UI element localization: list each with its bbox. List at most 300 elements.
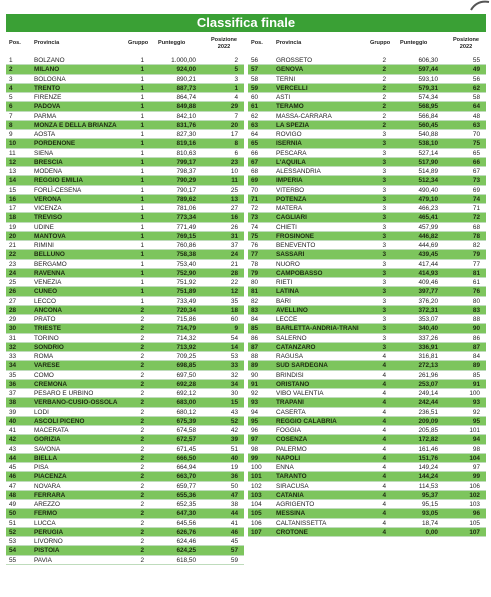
score-cell: 769,15	[176, 232, 196, 240]
rows-left	[6, 56, 244, 565]
position-2022-cell: 13	[230, 195, 238, 203]
position-2022-cell: 8	[234, 140, 238, 148]
province-cell: PERUGIA	[34, 528, 64, 536]
province-cell: MONZA E DELLA BRIANZA	[34, 121, 117, 129]
group-cell: 3	[382, 316, 386, 323]
position-2022-cell: 56	[472, 75, 480, 83]
score-cell: 624,25	[176, 547, 196, 555]
score-cell: 376,20	[418, 297, 438, 305]
score-cell: 444,69	[418, 242, 438, 249]
table-row	[6, 213, 244, 222]
group-cell: 3	[382, 288, 386, 296]
rank-cell: 74	[251, 223, 259, 231]
group-cell: 1	[140, 297, 144, 305]
province-cell: MANTOVA	[34, 232, 66, 240]
ranking-column-right	[248, 36, 486, 537]
group-cell: 1	[140, 251, 144, 259]
table-row	[248, 102, 486, 111]
position-2022-cell: 72	[472, 214, 480, 222]
score-cell: 538,10	[418, 140, 438, 148]
table-row	[6, 371, 244, 380]
province-cell: GENOVA	[276, 66, 304, 74]
score-cell: 568,95	[418, 103, 438, 111]
score-cell: 709,25	[176, 353, 196, 360]
table-row	[6, 241, 244, 250]
group-cell: 4	[382, 427, 386, 434]
position-2022-cell: 104	[469, 454, 480, 462]
score-cell: 864,74	[176, 94, 196, 101]
table-row	[6, 186, 244, 195]
group-cell: 3	[382, 140, 386, 148]
group-cell: 4	[382, 528, 386, 536]
header-posizione-2022: Posizione 2022	[452, 37, 480, 50]
table-row	[248, 65, 486, 74]
province-cell: RIMINI	[34, 242, 54, 249]
group-cell: 1	[140, 195, 144, 203]
group-cell: 4	[382, 380, 386, 388]
position-2022-cell: 52	[230, 417, 238, 425]
group-cell: 3	[382, 214, 386, 222]
province-cell: MILANO	[34, 66, 60, 74]
rank-cell: 48	[9, 491, 17, 499]
position-2022-cell: 67	[472, 168, 480, 175]
position-2022-cell: 101	[469, 427, 480, 434]
group-cell: 2	[140, 408, 144, 416]
position-2022-cell: 17	[230, 131, 238, 138]
rank-cell: 7	[9, 112, 13, 120]
table-row	[6, 417, 244, 426]
table-row	[6, 223, 244, 232]
province-cell: MACERATA	[34, 427, 69, 434]
header-provincia: Provincia	[34, 40, 60, 46]
table-row	[248, 75, 486, 84]
province-cell: ROVIGO	[276, 131, 302, 138]
table-row	[248, 528, 486, 537]
province-cell: BENEVENTO	[276, 242, 316, 249]
table-row	[248, 241, 486, 250]
group-cell: 2	[140, 519, 144, 527]
rank-cell: 80	[251, 279, 259, 286]
rank-cell: 59	[251, 84, 259, 92]
group-cell: 1	[140, 242, 144, 249]
score-cell: 149,24	[418, 464, 438, 471]
province-cell: GROSSETO	[276, 57, 313, 64]
table-row	[248, 213, 486, 222]
group-cell: 3	[382, 149, 386, 157]
group-cell: 2	[140, 399, 144, 407]
table-row	[6, 361, 244, 370]
rank-cell: 85	[251, 325, 259, 333]
table-row	[6, 556, 244, 565]
rank-cell: 49	[9, 501, 17, 508]
province-cell: COSENZA	[276, 436, 308, 444]
score-cell: 579,31	[418, 84, 438, 92]
position-2022-cell: 64	[472, 103, 480, 111]
position-2022-cell: 71	[472, 205, 480, 212]
position-2022-cell: 94	[472, 436, 480, 444]
corner-logo-icon	[469, 0, 491, 12]
rank-cell: 63	[251, 121, 259, 129]
rank-cell: 99	[251, 454, 259, 462]
province-cell: NAPOLI	[276, 454, 301, 462]
group-cell: 1	[140, 66, 144, 74]
group-cell: 3	[382, 242, 386, 249]
score-cell: 652,35	[176, 501, 196, 508]
table-row	[248, 130, 486, 139]
table-row	[6, 112, 244, 121]
rank-cell: 22	[9, 251, 17, 259]
table-row	[6, 204, 244, 213]
rank-cell: 10	[9, 140, 17, 148]
province-cell: REGGIO CALABRIA	[276, 417, 337, 425]
province-cell: LODI	[34, 408, 49, 416]
score-cell: 733,49	[176, 297, 196, 305]
position-2022-cell: 60	[230, 316, 238, 323]
table-row	[248, 250, 486, 259]
score-cell: 887,73	[176, 84, 196, 92]
rank-cell: 76	[251, 242, 259, 249]
score-cell: 606,30	[418, 57, 438, 64]
province-cell: FOGGIA	[276, 427, 301, 434]
group-cell: 3	[382, 260, 386, 268]
position-2022-cell: 87	[472, 343, 480, 351]
province-cell: NOVARA	[34, 482, 61, 490]
rank-cell: 35	[9, 371, 17, 379]
score-cell: 0,00	[425, 528, 438, 536]
rank-cell: 26	[9, 288, 17, 296]
group-cell: 1	[140, 121, 144, 129]
group-cell: 1	[140, 269, 144, 277]
rank-cell: 79	[251, 269, 259, 277]
score-cell: 372,31	[418, 306, 438, 314]
rank-cell: 38	[9, 399, 17, 407]
rows-right	[248, 56, 486, 537]
table-row	[6, 75, 244, 84]
score-cell: 336,91	[418, 343, 438, 351]
group-cell: 3	[382, 306, 386, 314]
position-2022-cell: 61	[472, 279, 480, 286]
score-cell: 789,62	[176, 195, 196, 203]
rank-cell: 98	[251, 445, 259, 453]
rank-cell: 69	[251, 177, 259, 185]
position-2022-cell: 82	[472, 242, 480, 249]
table-row	[248, 176, 486, 185]
province-cell: BARLETTA-ANDRIA-TRANI	[276, 325, 359, 333]
score-cell: 645,56	[176, 519, 196, 527]
score-cell: 692,28	[176, 380, 196, 388]
table-row	[6, 56, 244, 65]
score-cell: 659,77	[176, 482, 196, 490]
table-row	[6, 509, 244, 518]
table-row	[248, 112, 486, 121]
position-2022-cell: 25	[230, 186, 238, 194]
group-cell: 4	[382, 519, 386, 527]
province-cell: TERNI	[276, 75, 296, 83]
rank-cell: 73	[251, 214, 259, 222]
table-row	[248, 334, 486, 343]
group-cell: 4	[382, 353, 386, 360]
position-2022-cell: 5	[234, 66, 238, 74]
rank-cell: 60	[251, 94, 259, 101]
rank-cell: 72	[251, 205, 259, 212]
position-2022-cell: 30	[230, 390, 238, 397]
position-2022-cell: 102	[469, 491, 480, 499]
position-2022-cell: 65	[472, 149, 480, 157]
table-row	[248, 491, 486, 500]
rank-cell: 58	[251, 75, 259, 83]
score-cell: 340,40	[418, 325, 438, 333]
province-cell: PISA	[34, 464, 49, 471]
table-row	[248, 343, 486, 352]
position-2022-cell: 66	[472, 158, 480, 166]
position-2022-cell: 58	[472, 94, 480, 101]
rank-cell: 87	[251, 343, 259, 351]
group-cell: 2	[382, 84, 386, 92]
position-2022-cell: 75	[472, 140, 480, 148]
province-cell: COMO	[34, 371, 54, 379]
rank-cell: 92	[251, 390, 259, 397]
province-cell: CUNEO	[34, 288, 58, 296]
position-2022-cell: 54	[230, 334, 238, 342]
table-row	[6, 158, 244, 167]
score-cell: 95,15	[422, 501, 438, 508]
position-2022-cell: 26	[230, 223, 238, 231]
group-cell: 3	[382, 297, 386, 305]
group-cell: 1	[140, 214, 144, 222]
province-cell: NUORO	[276, 260, 300, 268]
position-2022-cell: 49	[472, 66, 480, 74]
rank-cell: 93	[251, 399, 259, 407]
score-cell: 781,06	[176, 205, 196, 212]
position-2022-cell: 78	[472, 232, 480, 240]
score-cell: 272,13	[418, 362, 438, 370]
table-row	[6, 482, 244, 491]
group-cell: 3	[382, 279, 386, 286]
rank-cell: 13	[9, 168, 17, 175]
province-cell: RAVENNA	[34, 269, 66, 277]
position-2022-cell: 103	[469, 501, 480, 508]
rank-cell: 18	[9, 214, 17, 222]
rank-cell: 54	[9, 547, 17, 555]
province-cell: MESSINA	[276, 510, 306, 518]
province-cell: SONDRIO	[34, 343, 64, 351]
group-cell: 1	[140, 205, 144, 212]
group-cell: 1	[140, 186, 144, 194]
province-cell: ALESSANDRIA	[276, 168, 321, 175]
score-cell: 753,40	[176, 260, 196, 268]
province-cell: LECCO	[34, 297, 57, 305]
province-cell: VIBO VALENTIA	[276, 390, 324, 397]
rank-cell: 28	[9, 306, 17, 314]
province-cell: VICENZA	[34, 205, 62, 212]
rank-cell: 105	[251, 510, 262, 518]
group-cell: 1	[140, 149, 144, 157]
rank-cell: 88	[251, 353, 259, 360]
rank-cell: 84	[251, 316, 259, 323]
table-row	[6, 232, 244, 241]
province-cell: PAVIA	[34, 556, 52, 564]
header-provincia: Provincia	[276, 40, 302, 46]
table-row	[6, 65, 244, 74]
province-cell: AGRIGENTO	[276, 501, 315, 508]
ranking-column-left	[6, 36, 244, 565]
position-2022-cell: 1	[234, 84, 238, 92]
score-cell: 674,58	[176, 427, 196, 434]
position-2022-cell: 89	[472, 362, 480, 370]
table-row	[6, 287, 244, 296]
score-cell: 655,36	[176, 491, 196, 499]
rank-cell: 90	[251, 371, 259, 379]
position-2022-cell: 36	[230, 473, 238, 481]
header-pos: Pos.	[9, 40, 21, 46]
province-cell: BRINDISI	[276, 371, 304, 379]
position-2022-cell: 18	[230, 306, 238, 314]
score-cell: 819,16	[176, 140, 196, 148]
group-cell: 2	[382, 66, 386, 74]
position-2022-cell: 91	[472, 380, 480, 388]
score-cell: 683,00	[176, 399, 196, 407]
group-cell: 3	[382, 205, 386, 212]
province-cell: ORISTANO	[276, 380, 310, 388]
rank-cell: 14	[9, 177, 17, 185]
group-cell: 2	[140, 334, 144, 342]
province-cell: PISTOIA	[34, 547, 60, 555]
rank-cell: 107	[251, 528, 262, 536]
province-cell: TRIESTE	[34, 325, 61, 333]
rank-cell: 44	[9, 454, 17, 462]
table-row	[6, 334, 244, 343]
rank-cell: 19	[9, 223, 17, 231]
rank-cell: 94	[251, 408, 259, 416]
score-cell: 566,84	[418, 112, 438, 120]
table-row	[6, 121, 244, 130]
score-cell: 752,90	[176, 269, 196, 277]
rank-cell: 82	[251, 297, 259, 305]
province-cell: LATINA	[276, 288, 299, 296]
score-cell: 479,10	[418, 195, 438, 203]
position-2022-cell: 23	[230, 158, 238, 166]
province-cell: ISERNIA	[276, 140, 302, 148]
score-cell: 751,89	[176, 288, 196, 296]
score-cell: 597,44	[418, 66, 438, 74]
group-cell: 3	[382, 158, 386, 166]
score-cell: 626,76	[176, 528, 196, 536]
table-row	[6, 195, 244, 204]
group-cell: 1	[140, 94, 144, 101]
province-cell: CHIETI	[276, 223, 297, 231]
rank-cell: 62	[251, 112, 259, 120]
group-cell: 3	[382, 325, 386, 333]
table-row	[248, 287, 486, 296]
position-2022-cell: 21	[230, 260, 238, 268]
province-cell: RAGUSA	[276, 353, 303, 360]
province-cell: CROTONE	[276, 528, 308, 536]
group-cell: 2	[382, 94, 386, 101]
rank-cell: 68	[251, 168, 259, 175]
score-cell: 409,46	[418, 279, 438, 286]
position-2022-cell: 90	[472, 325, 480, 333]
rank-cell: 24	[9, 269, 17, 277]
province-cell: TRAPANI	[276, 399, 304, 407]
position-2022-cell: 44	[230, 510, 238, 518]
group-cell: 4	[382, 473, 386, 481]
group-cell: 4	[382, 399, 386, 407]
group-cell: 1	[140, 140, 144, 148]
table-row	[248, 389, 486, 398]
rank-cell: 46	[9, 473, 17, 481]
group-cell: 2	[140, 316, 144, 323]
score-cell: 560,45	[418, 121, 438, 129]
table-row	[248, 398, 486, 407]
score-cell: 831,76	[176, 121, 196, 129]
score-cell: 490,40	[418, 186, 438, 194]
column-header	[248, 36, 486, 56]
rank-cell: 64	[251, 131, 259, 138]
province-cell: FERMO	[34, 510, 58, 518]
rank-cell: 103	[251, 491, 262, 499]
group-cell: 1	[140, 75, 144, 83]
province-cell: FROSINONE	[276, 232, 314, 240]
score-cell: 353,07	[418, 316, 438, 323]
group-cell: 2	[140, 362, 144, 370]
table-row	[248, 306, 486, 315]
group-cell: 2	[140, 325, 144, 333]
score-cell: 457,99	[418, 223, 438, 231]
group-cell: 1	[140, 232, 144, 240]
rank-cell: 95	[251, 417, 259, 425]
group-cell: 1	[140, 112, 144, 120]
position-2022-cell: 81	[472, 269, 480, 277]
position-2022-cell: 31	[230, 232, 238, 240]
score-cell: 151,76	[418, 454, 438, 462]
table-row	[6, 537, 244, 546]
position-2022-cell: 37	[230, 242, 238, 249]
score-cell: 249,14	[418, 390, 438, 397]
table-row	[6, 463, 244, 472]
rank-cell: 33	[9, 353, 17, 360]
header-punteggio: Punteggio	[400, 40, 428, 46]
province-cell: VARESE	[34, 362, 60, 370]
position-2022-cell: 47	[230, 491, 238, 499]
score-cell: 675,39	[176, 417, 196, 425]
position-2022-cell: 45	[230, 538, 238, 545]
score-cell: 337,26	[418, 334, 438, 342]
position-2022-cell: 69	[472, 186, 480, 194]
score-cell: 172,82	[418, 436, 438, 444]
province-cell: LA SPEZIA	[276, 121, 310, 129]
rank-cell: 12	[9, 158, 17, 166]
province-cell: SALERNO	[276, 334, 307, 342]
rank-cell: 41	[9, 427, 17, 434]
score-cell: 790,17	[176, 186, 196, 194]
header-punteggio: Punteggio	[158, 40, 186, 46]
rank-cell: 32	[9, 343, 17, 351]
table-row	[6, 426, 244, 435]
position-2022-cell: 43	[230, 408, 238, 416]
position-2022-cell: 24	[230, 251, 238, 259]
rank-cell: 37	[9, 390, 17, 397]
group-cell: 2	[140, 464, 144, 471]
rank-cell: 67	[251, 158, 259, 166]
table-row	[248, 186, 486, 195]
table-row	[248, 139, 486, 148]
score-cell: 446,82	[418, 232, 438, 240]
position-2022-cell: 76	[472, 288, 480, 296]
rank-cell: 39	[9, 408, 17, 416]
group-cell: 4	[382, 464, 386, 471]
table-row	[6, 306, 244, 315]
group-cell: 4	[382, 436, 386, 444]
